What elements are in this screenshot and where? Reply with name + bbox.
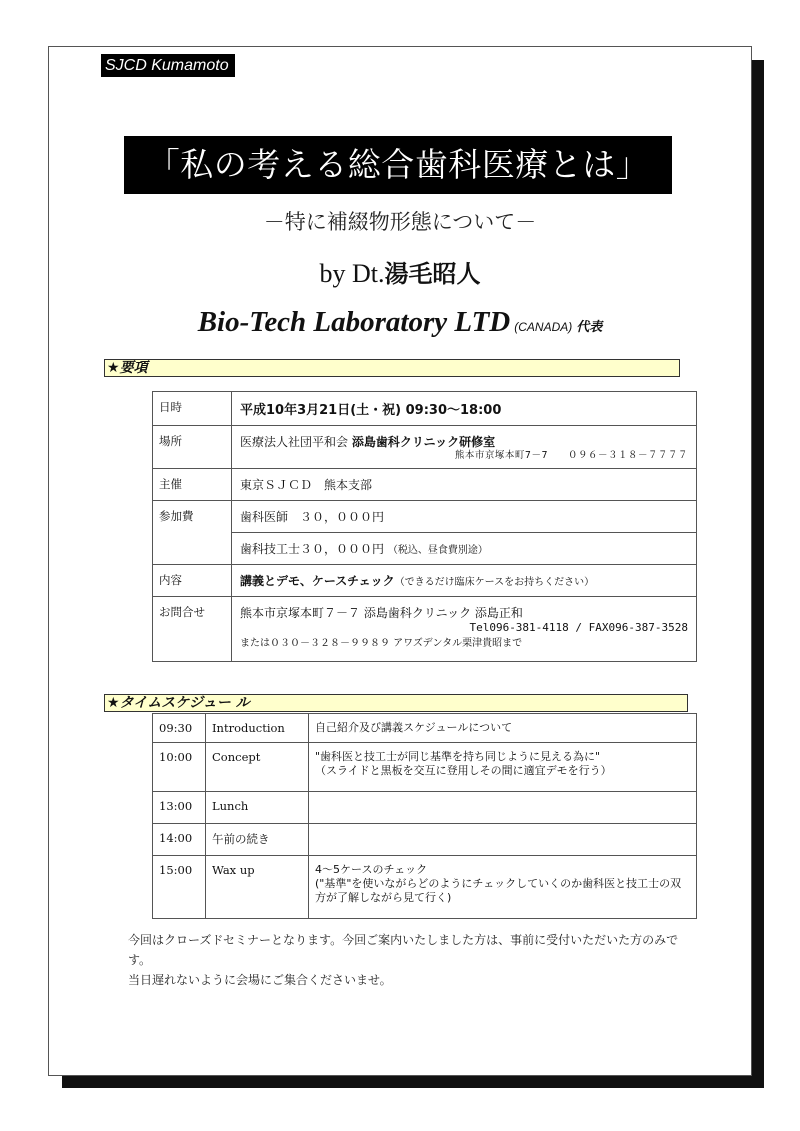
host-value: 東京ＳＪＣＤ 熊本支部 bbox=[232, 469, 697, 501]
venue-value bbox=[232, 426, 697, 469]
fee-label: 参加費 bbox=[153, 501, 232, 565]
schedule-desc bbox=[309, 714, 697, 743]
byline-prefix: by Dt. bbox=[319, 259, 385, 288]
schedule-desc-line: （スライドと黒板を交互に登用しその間に適宜デモを行う） bbox=[315, 764, 612, 777]
schedule-time: 14:00 bbox=[153, 824, 206, 856]
contact-line3: または０３０－３２８－９９８９ アワズデンタル栗津貴昭まで bbox=[240, 638, 523, 649]
schedule-time: 10:00 bbox=[153, 743, 206, 792]
schedule-desc-line: "歯科医と技工士が同じ基準を持ち同じように見える為に" bbox=[315, 750, 601, 763]
schedule-desc bbox=[309, 743, 697, 792]
table-row bbox=[153, 792, 697, 824]
outline-heading bbox=[104, 359, 680, 377]
content-note: （できるだけ臨床ケースをお持ちください） bbox=[394, 577, 595, 588]
schedule-heading-text: タイムスケジュー ル bbox=[119, 695, 250, 711]
schedule-desc bbox=[309, 824, 697, 856]
date-label: 日時 bbox=[153, 392, 232, 426]
content-main: 講義とデモ、ケースチェック bbox=[240, 574, 395, 588]
table-row bbox=[153, 469, 697, 501]
fee-technician-note: （税込、昼食費別途） bbox=[387, 545, 488, 556]
table-row bbox=[153, 824, 697, 856]
contact-value bbox=[232, 597, 697, 662]
brand-label: SJCD Kumamoto bbox=[101, 54, 235, 77]
host-label: 主催 bbox=[153, 469, 232, 501]
schedule-item: Lunch bbox=[206, 792, 309, 824]
schedule-desc bbox=[309, 856, 697, 919]
schedule-desc-line: ("基準"を使いながらどのようにチェックしていくのか歯科医と技工士の双方が了解しながら見て行く) bbox=[315, 877, 682, 904]
date-value: 平成10年3月21日(土・祝) 09:30～18:00 bbox=[232, 392, 697, 426]
table-row bbox=[153, 714, 697, 743]
table-row bbox=[153, 533, 697, 565]
schedule-time: 15:00 bbox=[153, 856, 206, 919]
schedule-desc-line: 4～5ケースのチェック bbox=[315, 863, 428, 876]
venue-address: 熊本市京塚本町7－7 ０９６－３１８－７７７７ bbox=[454, 450, 688, 461]
fee-technician bbox=[232, 533, 697, 565]
schedule-item: Introduction bbox=[206, 714, 309, 743]
outline-table bbox=[152, 391, 697, 662]
venue-label: 場所 bbox=[153, 426, 232, 469]
closing-line1: 今回はクローズドセミナーとなります。今回ご案内いたしました方は、事前に受付いただいた方のみです。 bbox=[128, 933, 679, 967]
schedule-item: 午前の続き bbox=[206, 824, 309, 856]
schedule-item: Concept bbox=[206, 743, 309, 792]
schedule-desc bbox=[309, 792, 697, 824]
schedule-desc-line: 自己紹介及び講義スケジュールについて bbox=[315, 721, 513, 734]
outline-heading-text: 要項 bbox=[119, 360, 148, 376]
venue-org: 医療法人社団平和会 bbox=[240, 435, 352, 449]
schedule-heading bbox=[104, 694, 688, 712]
company-line bbox=[0, 306, 800, 339]
star-icon: ★ bbox=[107, 695, 120, 711]
flyer-subtitle: －特に補綴物形態について－ bbox=[263, 210, 537, 234]
contact-label: お問合せ bbox=[153, 597, 232, 662]
content-label: 内容 bbox=[153, 565, 232, 597]
contact-line1: 熊本市京塚本町７－７ 添島歯科クリニック 添島正和 bbox=[240, 606, 523, 620]
contact-line2: Tel096-381-4118 / FAX096-387-3528 bbox=[469, 621, 688, 634]
speaker-byline bbox=[0, 254, 800, 289]
fee-technician-value: 歯科技工士３０，０００円 bbox=[240, 542, 385, 556]
content-value bbox=[232, 565, 697, 597]
table-row bbox=[153, 743, 697, 792]
company-role: 代表 bbox=[576, 320, 603, 335]
table-row bbox=[153, 501, 697, 533]
table-row bbox=[153, 597, 697, 662]
speaker-name: 湯毛昭人 bbox=[384, 260, 481, 288]
flyer-title: 「私の考える総合歯科医療とは」 bbox=[124, 136, 672, 194]
schedule-table bbox=[152, 713, 697, 919]
fee-dentist: 歯科医師 ３０，０００円 bbox=[232, 501, 697, 533]
star-icon: ★ bbox=[107, 360, 120, 376]
closing-note bbox=[128, 930, 698, 990]
schedule-time: 13:00 bbox=[153, 792, 206, 824]
venue-name: 添島歯科クリニック研修室 bbox=[351, 435, 496, 449]
table-row bbox=[153, 392, 697, 426]
company-name: Bio-Tech Laboratory LTD bbox=[197, 306, 511, 338]
schedule-time: 09:30 bbox=[153, 714, 206, 743]
table-row bbox=[153, 426, 697, 469]
table-row bbox=[153, 565, 697, 597]
schedule-item: Wax up bbox=[206, 856, 309, 919]
closing-line2: 当日遅れないように会場にご集合くださいませ。 bbox=[128, 973, 392, 987]
table-row bbox=[153, 856, 697, 919]
company-country: (CANADA) bbox=[514, 320, 573, 334]
